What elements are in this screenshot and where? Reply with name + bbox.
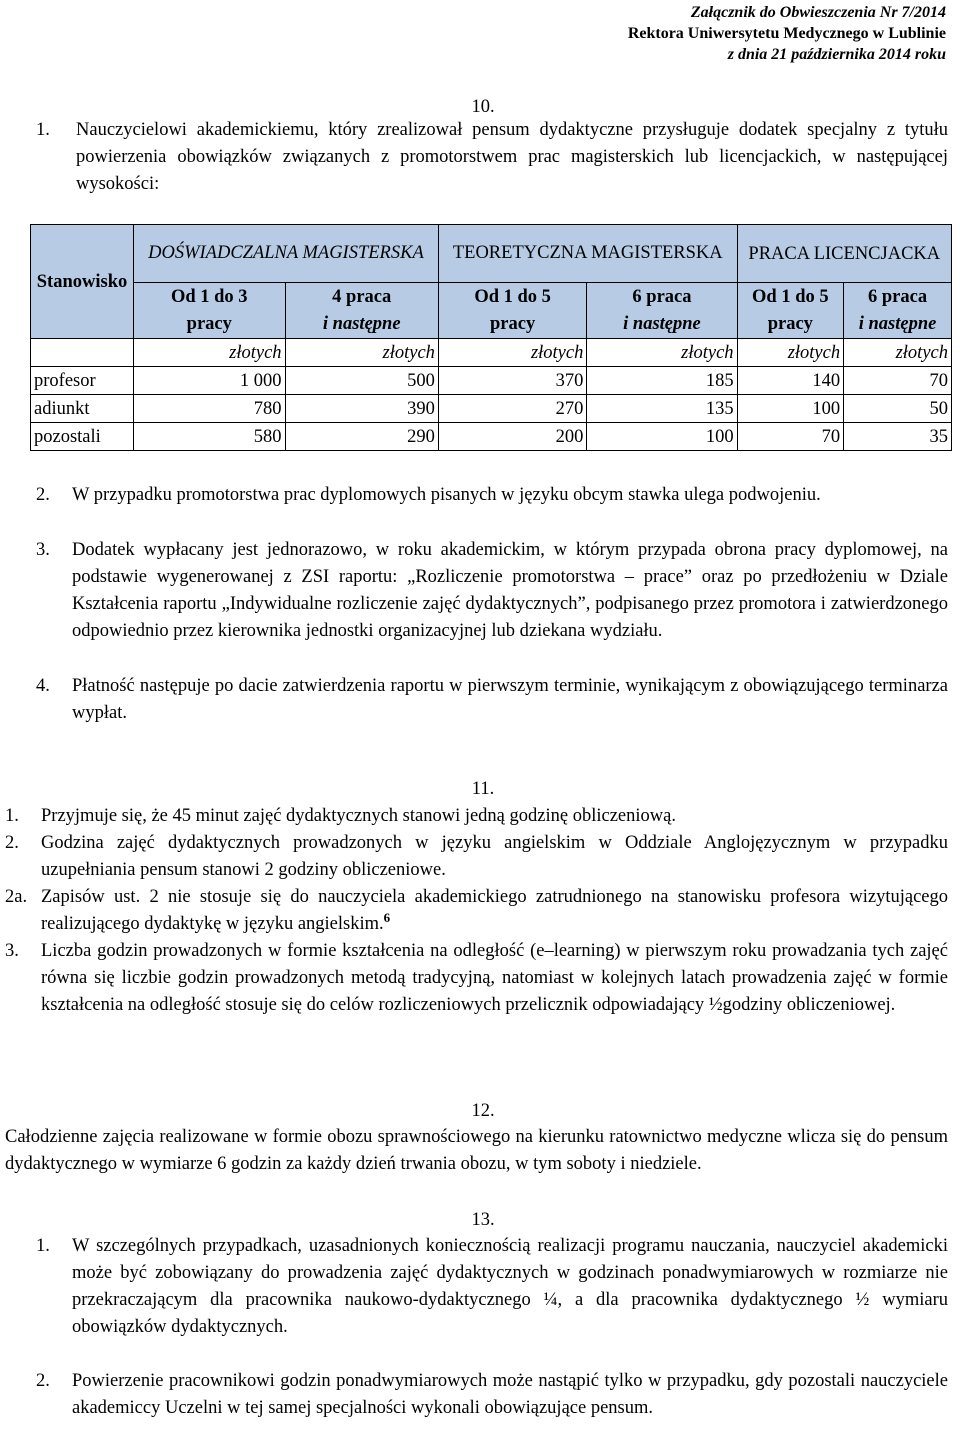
unit-cell: złotych — [285, 339, 438, 367]
value-cell: 780 — [134, 395, 286, 423]
section-11-number: 11. — [471, 779, 495, 799]
s11-paragraph-2 — [5, 830, 948, 886]
value-cell: 70 — [844, 367, 952, 395]
unit-cell: złotych — [587, 339, 737, 367]
s11-paragraph-2a — [5, 884, 948, 940]
unit-cell: złotych — [438, 339, 586, 367]
s11-p2-text: Godzina zajęć dydaktycznych prowadzonych w języku angielskim w Oddziale Anglojęzycznym w przypadku uzupełniania pensum stanowi 2 godziny obliczeniowe. — [41, 833, 948, 880]
value-cell: 135 — [587, 395, 737, 423]
s10-paragraph-2 — [36, 482, 948, 538]
value-cell: 270 — [438, 395, 586, 423]
s11-p2a-number: 2a. — [5, 887, 28, 907]
s10-p3-number: 3. — [36, 540, 50, 560]
s10-paragraph-4 — [36, 673, 948, 729]
header-attachment: Załącznik do Obwieszczenia Nr 7/2014 — [690, 4, 946, 21]
section-13-number: 13. — [471, 1210, 495, 1230]
s13-p1-number: 1. — [36, 1236, 50, 1256]
sub-header-1: Od 1 do 3 pracy — [134, 283, 286, 339]
promotorship-rates-table — [30, 224, 952, 451]
unit-cell: złotych — [134, 339, 286, 367]
value-cell: 390 — [285, 395, 438, 423]
value-cell: 50 — [844, 395, 952, 423]
sub-header-5: Od 1 do 5 pracy — [737, 283, 844, 339]
section-12-number: 12. — [471, 1101, 495, 1121]
s10-p3-text: Dodatek wypłacany jest jednorazowo, w roku akademickim, w którym przypada obrona pracy dyplomowej, na podstawie wygenerowanej z ZSI raportu: „Rozliczenie promotorstwa – prace” oraz po przedłożeniu w Dziale Kształcenia raportu „Indywidualne rozliczenie zajęć dydaktycznych”, podpisanego przez promotora i zatwierdzonego odpowiednio przez kierownika jednostki organizacyjnej lub dziekana wydziału. — [72, 540, 948, 641]
value-cell: 200 — [438, 423, 586, 451]
value-cell: 100 — [737, 395, 844, 423]
footnote-marker: 6 — [383, 910, 391, 925]
s13-p2-text: Powierzenie pracownikowi godzin ponadwymiarowych może nastąpić tylko w przypadku, gdy pozostali nauczyciele akademiccy Uczelni w tej samej specjalności wykonali obowiązujące pensum. — [72, 1371, 948, 1418]
unit-cell: złotych — [844, 339, 952, 367]
sub-header-4: 6 praca i następne — [587, 283, 737, 339]
s12-text: Całodzienne zajęcia realizowane w formie obozu sprawnościowego na kierunku ratownictwo medyczne wlicza się do pensum dydaktycznego w wymiarze 6 godzin za każdy dzień trwania obozu, w tym soboty i niedziele. — [5, 1127, 948, 1174]
header-rector: Rektora Uniwersytetu Medycznego w Lublinie — [627, 25, 946, 42]
role-cell: profesor — [31, 367, 134, 395]
s10-p1-number: 1. — [36, 120, 50, 140]
group-licencjacka: PRACA LICENCJACKA — [737, 225, 951, 283]
s11-p1-number: 1. — [5, 806, 19, 826]
table-row — [31, 367, 952, 395]
value-cell: 580 — [134, 423, 286, 451]
s11-p3-number: 3. — [5, 941, 19, 961]
s11-p2a-text: Zapisów ust. 2 nie stosuje się do nauczyciela akademickiego zatrudnionego na stanowisku profesora wizytującego realizującego dydaktykę w języku angielskim.$^6$ — [41, 887, 948, 934]
value-cell: 100 — [587, 423, 737, 451]
s11-paragraph-1 — [5, 803, 948, 831]
s10-p4-number: 4. — [36, 676, 50, 696]
value-cell: 500 — [285, 367, 438, 395]
value-cell: 290 — [285, 423, 438, 451]
sub-header-3: Od 1 do 5 pracy — [438, 283, 586, 339]
s10-p4-text: Płatność następuje po dacie zatwierdzenia raportu w pierwszym terminie, wynikającym z obowiązującego terminarza wypłat. — [72, 676, 948, 723]
s11-paragraph-3 — [5, 938, 948, 1048]
value-cell: 70 — [737, 423, 844, 451]
document-header — [628, 2, 946, 65]
value-cell: 370 — [438, 367, 586, 395]
s11-p2-number: 2. — [5, 833, 19, 853]
table-row — [31, 423, 952, 451]
s13-p1-text: W szczególnych przypadkach, uzasadnionych koniecznością realizacji programu nauczania, nauczyciel akademicki może być zobowiązany do prowadzenia zajęć dydaktycznych w godzinach ponadwymiarowych w rozmiarze nie przekraczającym dla pracownika naukowo-dydaktycznego ¼, a dla pracownika dydaktycznego ½ wymiaru obowiązków dydaktycznych. — [72, 1236, 948, 1337]
s10-paragraph-3 — [36, 537, 948, 673]
role-cell: adiunkt — [31, 395, 134, 423]
stanowisko-header: Stanowisko — [31, 225, 134, 339]
value-cell: 35 — [844, 423, 952, 451]
role-cell: pozostali — [31, 423, 134, 451]
unit-empty-cell — [31, 339, 134, 367]
s13-paragraph-1 — [36, 1233, 948, 1369]
value-cell: 185 — [587, 367, 737, 395]
header-date: z dnia 21 października 2014 roku — [727, 46, 946, 63]
sub-header-2: 4 praca i następne — [285, 283, 438, 339]
s10-p2-number: 2. — [36, 485, 50, 505]
s13-paragraph-2 — [36, 1368, 948, 1448]
group-doswiadczalna: DOŚWIADCZALNA MAGISTERSKA — [134, 225, 439, 283]
table-row — [31, 395, 952, 423]
s10-paragraph-1 — [36, 117, 948, 199]
value-cell: 1 000 — [134, 367, 286, 395]
section-10-number: 10. — [471, 97, 495, 117]
unit-row — [31, 339, 952, 367]
s10-p2-text: W przypadku promotorstwa prac dyplomowych pisanych w języku obcym stawka ulega podwojeniu. — [72, 485, 821, 505]
value-cell: 140 — [737, 367, 844, 395]
s10-p1-text: Nauczycielowi akademickiemu, który zrealizował pensum dydaktyczne przysługuje dodatek specjalny z tytułu powierzenia obowiązków związanych z promotorstwem prac magisterskich lub licencjackich, w następującej wysokości: — [76, 120, 948, 194]
sub-header-6: 6 praca i następne — [844, 283, 952, 339]
s11-p1-text: Przyjmuje się, że 45 minut zajęć dydaktycznych stanowi jedną godzinę obliczeniową. — [41, 806, 676, 826]
group-teoretyczna: TEORETYCZNA MAGISTERSKA — [438, 225, 737, 283]
s13-p2-number: 2. — [36, 1371, 50, 1391]
s11-p3-text: Liczba godzin prowadzonych w formie kształcenia na odległość (e–learning) w pierwszym roku prowadzania tych zajęć równa się liczbie godzin prowadzonych metodą tradycyjną, natomiast w kolejnych latach prowadzenia zajęć w formie kształcenia na odległość stosuje się do celów rozliczeniowych przelicznik odpowiadający ½godziny obliczeniowej. — [41, 941, 948, 1015]
unit-cell: złotych — [737, 339, 844, 367]
